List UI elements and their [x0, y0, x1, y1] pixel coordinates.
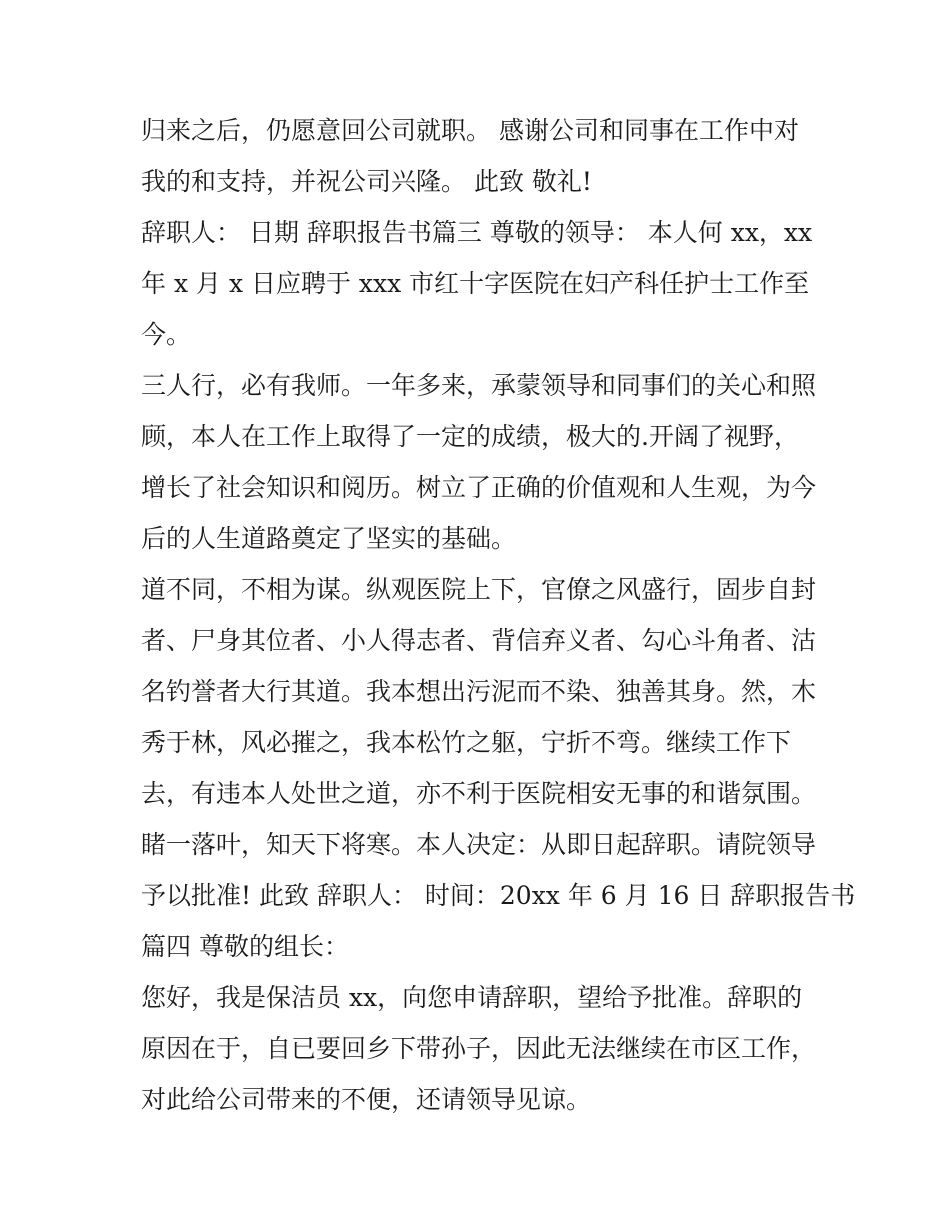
- text-line: 辞职人： 日期 辞职报告书篇三 尊敬的领导： 本人何 xx，xx: [141, 218, 813, 247]
- text-line: 篇四 尊敬的组长：: [141, 932, 349, 961]
- text-line: 予以批准! 此致 辞职人： 时间：20xx 年 6 月 16 日 辞职报告书: [141, 881, 856, 910]
- text-line: 名钓誉者大行其道。我本想出污泥而不染、独善其身。然，木: [141, 677, 817, 706]
- text-line: 道不同，不相为谋。纵观医院上下，官僚之风盛行，固步自封: [141, 575, 817, 604]
- text-line: 原因在于，自已要回乡下带孙子，因此无法继续在市区工作，: [141, 1034, 817, 1063]
- text-line: 我的和支持，并祝公司兴隆。 此致 敬礼!: [141, 167, 592, 196]
- text-line: 后的人生道路奠定了坚实的基础。: [141, 524, 517, 553]
- text-line: 去，有违本人处世之道，亦不利于医院相安无事的和谐氛围。: [141, 779, 817, 808]
- text-line: 对此给公司带来的不便，还请领导见谅。: [141, 1085, 592, 1114]
- text-line: 者、尸身其位者、小人得志者、背信弃义者、勾心斗角者、沽: [141, 626, 817, 655]
- text-line: 三人行，必有我师。一年多来，承蒙领导和同事们的关心和照: [141, 371, 817, 400]
- text-line: 年 x 月 x 日应聘于 xxx 市红十字医院在妇产科任护士工作至: [141, 269, 810, 298]
- text-line: 归来之后，仍愿意回公司就职。 感谢公司和同事在工作中对: [141, 116, 799, 145]
- text-line: 今。: [141, 320, 192, 349]
- document-body: [141, 105, 856, 1125]
- text-line: 增长了社会知识和阅历。树立了正确的价值观和人生观，为今: [141, 473, 817, 502]
- text-line: 您好，我是保洁员 xx，向您申请辞职，望给予批准。辞职的: [141, 983, 803, 1012]
- text-line: 顾，本人在工作上取得了一定的成绩，极大的.开阔了视野，: [141, 422, 799, 451]
- text-line: 秀于林，风必摧之，我本松竹之躯，宁折不弯。继续工作下: [141, 728, 792, 757]
- text-line: 睹一落叶，知天下将寒。本人决定：从即日起辞职。请院领导: [141, 830, 817, 859]
